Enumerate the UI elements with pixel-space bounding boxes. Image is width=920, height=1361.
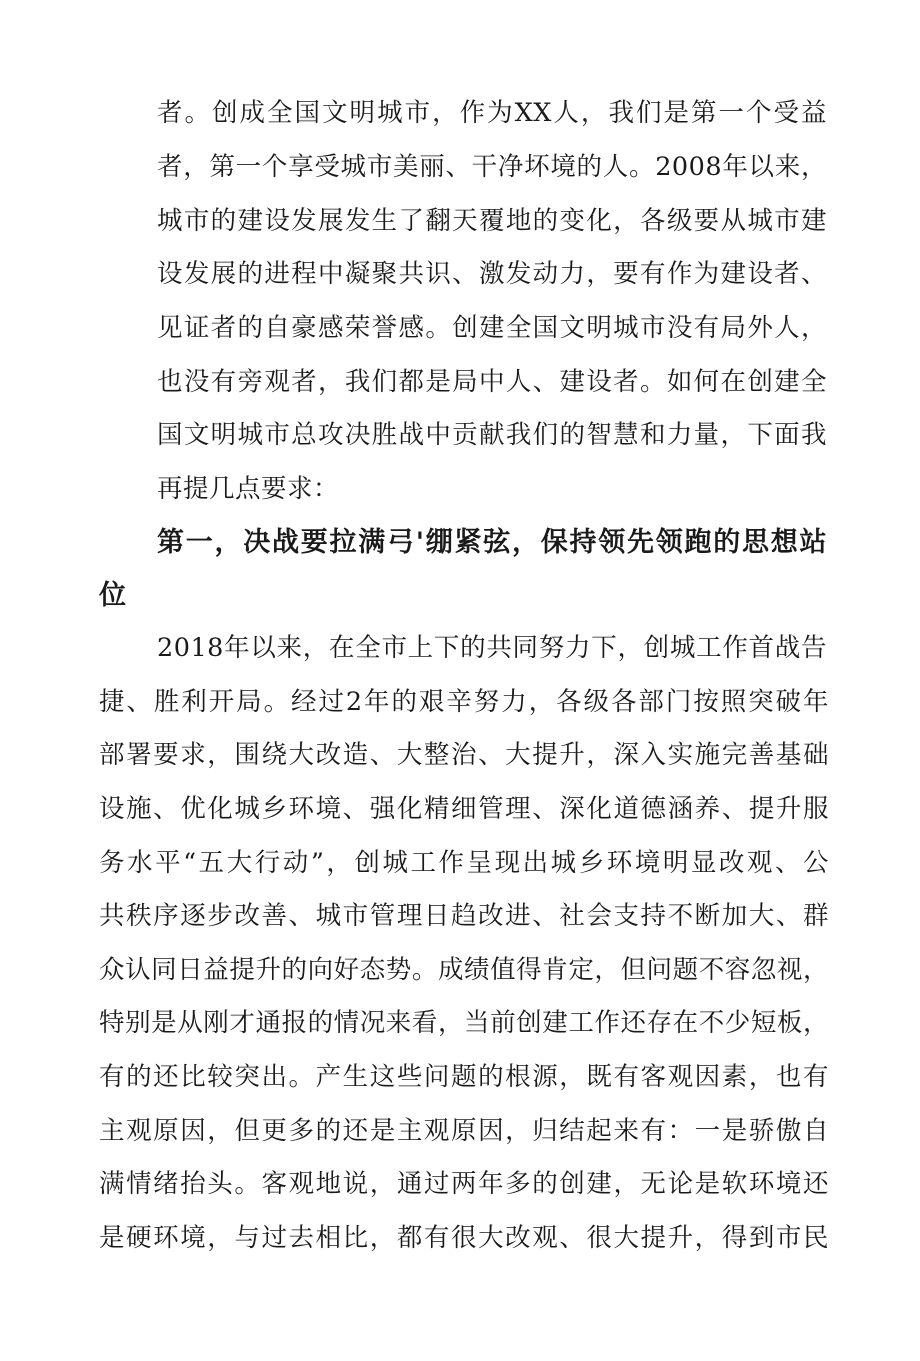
- body-line-10: 主观原因，但更多的还是主观原因，归结起来有：一是骄傲自: [99, 1116, 829, 1146]
- body-line-2: 捷、胜利开局。经过2年的艰辛努力，各级各部门按照突破年: [99, 687, 829, 717]
- intro-line-5: 见证者的自豪感荣誉感。创建全国文明城市没有局外人，: [157, 313, 827, 343]
- intro-line-8: 再提几点要求：: [157, 474, 340, 504]
- body-line-12: 是硬环境，与过去相比，都有很大改观、很大提升，得到市民: [99, 1223, 829, 1253]
- intro-line-6: 也没有旁观者，我们都是局中人、建设者。如何在创建全: [157, 367, 827, 397]
- heading-line-1: 第一，决战要拉满弓'绷紧弦，保持领先领跑的思想站: [157, 527, 827, 558]
- body-line-4: 设施、优化城乡环境、强化精细管理、深化道德涵养、提升服: [99, 794, 829, 824]
- intro-line-2: 者，第一个享受城市美丽、干净坏境的人。2008年以来，: [157, 152, 827, 182]
- body-line-5: 务水平“五大行动”，创城工作呈现出城乡环境明显改观、公: [99, 848, 829, 878]
- intro-line-4: 设发展的进程中凝聚共识、激发动力，要有作为建设者、: [157, 259, 827, 289]
- body-line-9: 有的还比较突出。产生这些问题的根源，既有客观因素，也有: [99, 1062, 829, 1092]
- intro-line-7: 国文明城市总攻决胜战中贡献我们的智慧和力量，下面我: [157, 420, 827, 450]
- body-line-8: 特别是从刚才通报的情况来看，当前创建工作还存在不少短板，: [99, 1008, 829, 1038]
- body-line-11: 满情绪抬头。客观地说，通过两年多的创建，无论是软环境还: [99, 1169, 829, 1199]
- body-line-7: 众认同日益提升的向好态势。成绩值得肯定，但问题不容忽视，: [99, 955, 829, 985]
- heading-line-2: 位: [99, 580, 127, 611]
- intro-line-1: 者。创成全国文明城市，作为XX人，我们是第一个受益: [157, 98, 827, 128]
- body-line-1: 2018年以来，在全市上下的共同努力下，创城工作首战告: [157, 633, 827, 663]
- body-line-3: 部署要求，围绕大改造、大整治、大提升，深入实施完善基础: [99, 740, 829, 770]
- body-line-6: 共秩序逐步改善、城市管理日趋改进、社会支持不断加大、群: [99, 901, 829, 931]
- intro-line-3: 城市的建设发展发生了翻天覆地的变化，各级要从城市建: [157, 206, 827, 236]
